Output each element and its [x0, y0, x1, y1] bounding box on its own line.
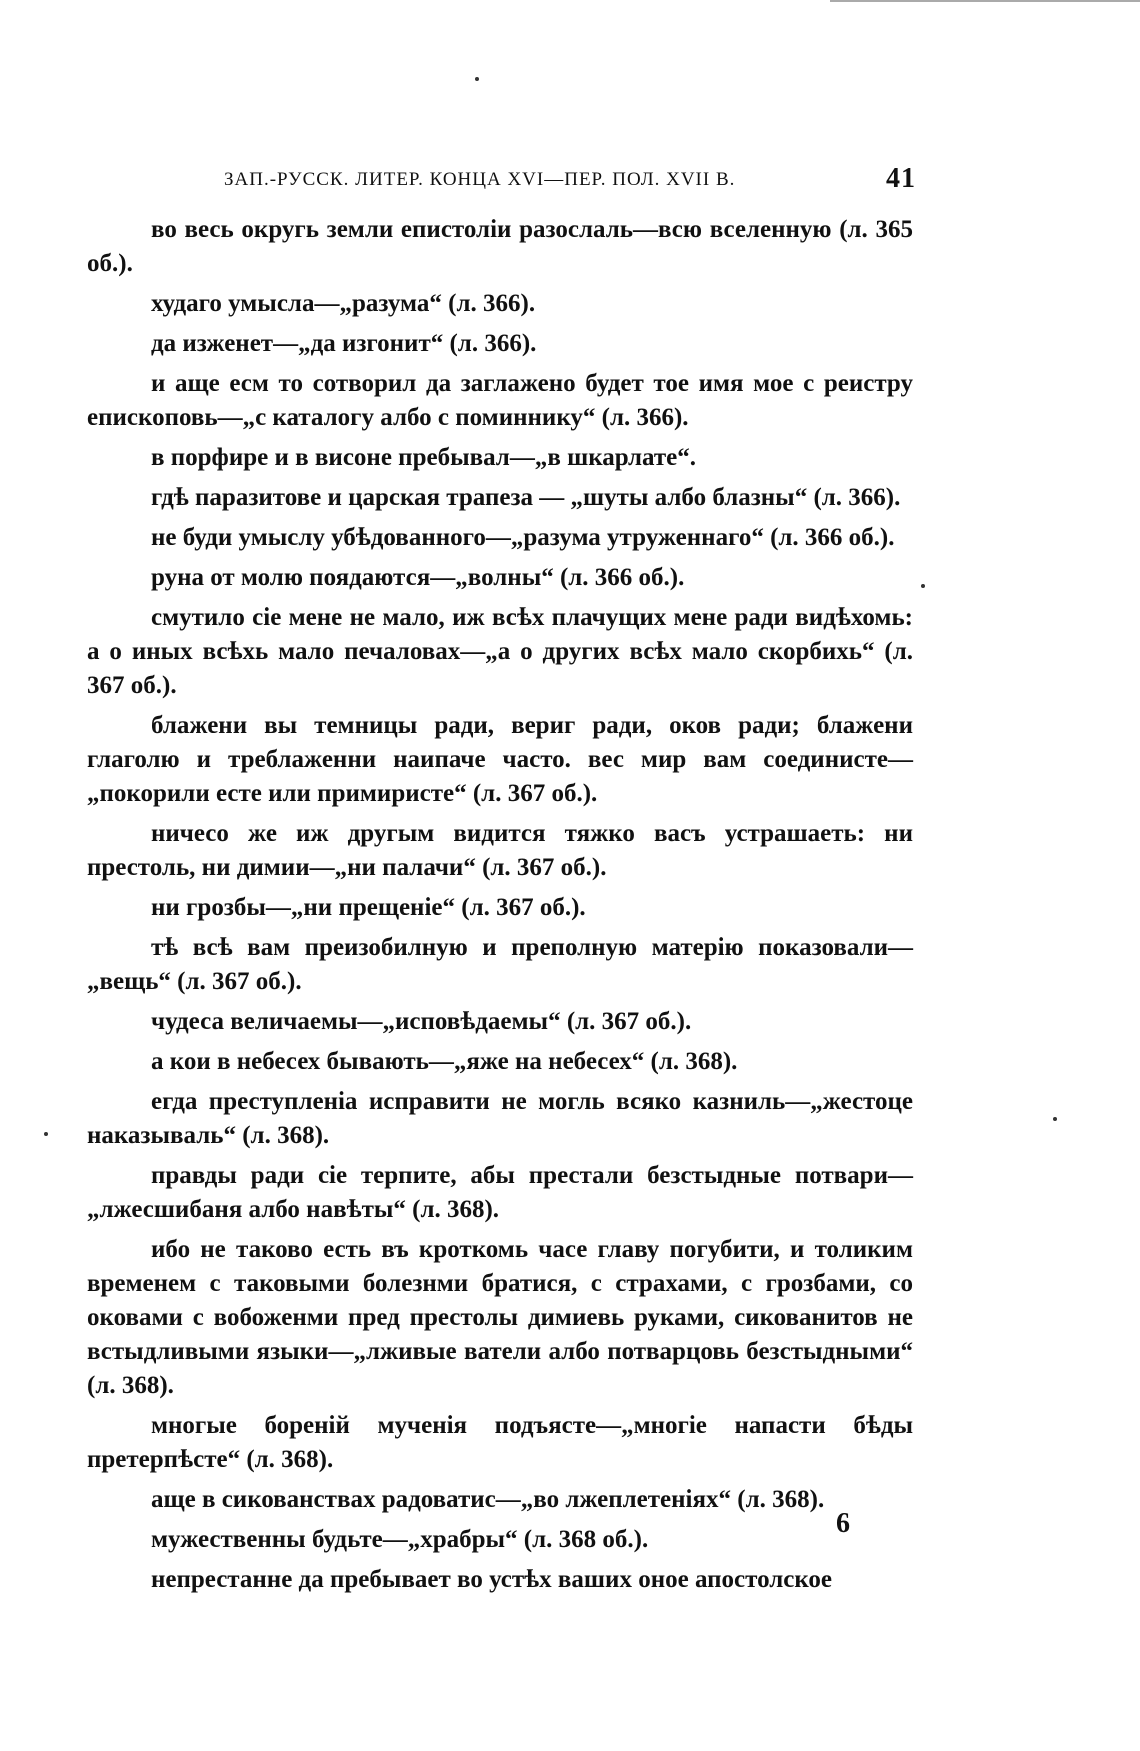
page-header	[224, 165, 920, 195]
paragraph: не буди умыслу убѣдованного—„разума утруженнаго“ (л. 366 об.).	[151, 524, 895, 551]
scan-edge-line	[830, 0, 1140, 2]
paragraph: егда преступленіа исправити не могль всяко казниль—„жестоце наказываль“ (л. 368).	[87, 1088, 913, 1149]
paragraph: а кои в небесех бывають—„яже на небесех“ (л. 368).	[151, 1048, 738, 1075]
running-title: ЗАП.-РУССК. ЛИТЕР. КОНЦА XVI—ПЕР. ПОЛ. XVII В.	[224, 169, 736, 190]
paragraph: руна от молю поядаются—„волны“ (л. 366 об.).	[151, 564, 685, 591]
paragraph: да изженет—„да изгонит“ (л. 366).	[151, 330, 537, 357]
paragraph: мужественны будьте—„храбры“ (л. 368 об.).	[151, 1526, 649, 1553]
paragraph: в порфире и в висоне пребывал—„в шкарлате“.	[151, 444, 697, 471]
paragraph: смутило сіе мене не мало, иж всѣх плачущих мене ради видѣхомь: а о иных всѣхь мало печаловах—„а о других всѣх мало скорбихь“ (л. 367 об.).	[87, 604, 913, 699]
scan-speck	[475, 77, 479, 81]
page-number: 41	[886, 163, 916, 194]
paragraph: тѣ всѣ вам преизобилную и преполную матерію показовали—„вещь“ (л. 367 об.).	[87, 934, 913, 995]
paragraph: худаго умысла—„разума“ (л. 366).	[151, 290, 536, 317]
scan-speck	[921, 584, 925, 588]
scan-speck	[1053, 1117, 1057, 1121]
paragraph: аще в сикованствах радоватис—„во лжеплетеніях“ (л. 368).	[151, 1486, 825, 1513]
paragraph: гдѣ паразитове и царская трапеза — „шуты албо блазны“ (л. 366).	[151, 484, 901, 511]
paragraph: блажени вы темницы ради, вериг ради, оков ради; блажени глаголю и треблаженни наипаче часто. вес мир вам соединисте—„покорили есте или примиристе“ (л. 367 об.).	[87, 712, 913, 807]
paragraph: ничесо же иж другым видится тяжко васъ устрашаеть: ни престоль, ни димии—„ни палачи“ (л. 367 об.).	[87, 820, 913, 881]
text-block	[87, 213, 913, 1603]
paragraph: непрестанне да пребывает во устѣх ваших оное апостолское	[151, 1566, 833, 1593]
paragraph: правды ради сіе терпите, абы престали безстыдные потвари—„лжесшибаня албо навѣты“ (л. 368).	[87, 1162, 913, 1223]
paragraph: ни грозбы—„ни прещеніе“ (л. 367 об.).	[151, 894, 586, 921]
paragraph: во весь округь земли епистоліи разослаль—всю вселенную (л. 365 об.).	[87, 216, 913, 277]
signature-mark: 6	[836, 1508, 850, 1539]
paragraph: ибо не таково есть въ кроткомь часе главу погубити, и толиким временем с таковыми болезнми братися, с страхами, с грозбами, со оковами с вобоженми пред престолы димиевь руками, сикованитов не встыдливыми языки—„лживые ватели албо потварцовь безстыдными“ (л. 368).	[87, 1236, 913, 1399]
paragraph: и аще есм то сотворил да заглажено будет тое имя мое с реистру епископовь—„с каталогу албо с поминнику“ (л. 366).	[87, 370, 913, 431]
scan-speck	[44, 1132, 48, 1136]
paragraph: чудеса величаемы—„исповѣдаемы“ (л. 367 об.).	[151, 1008, 692, 1035]
paragraph: многые бореній мученія подъясте—„многіе напасти бѣды претерпѣсте“ (л. 368).	[87, 1412, 913, 1473]
